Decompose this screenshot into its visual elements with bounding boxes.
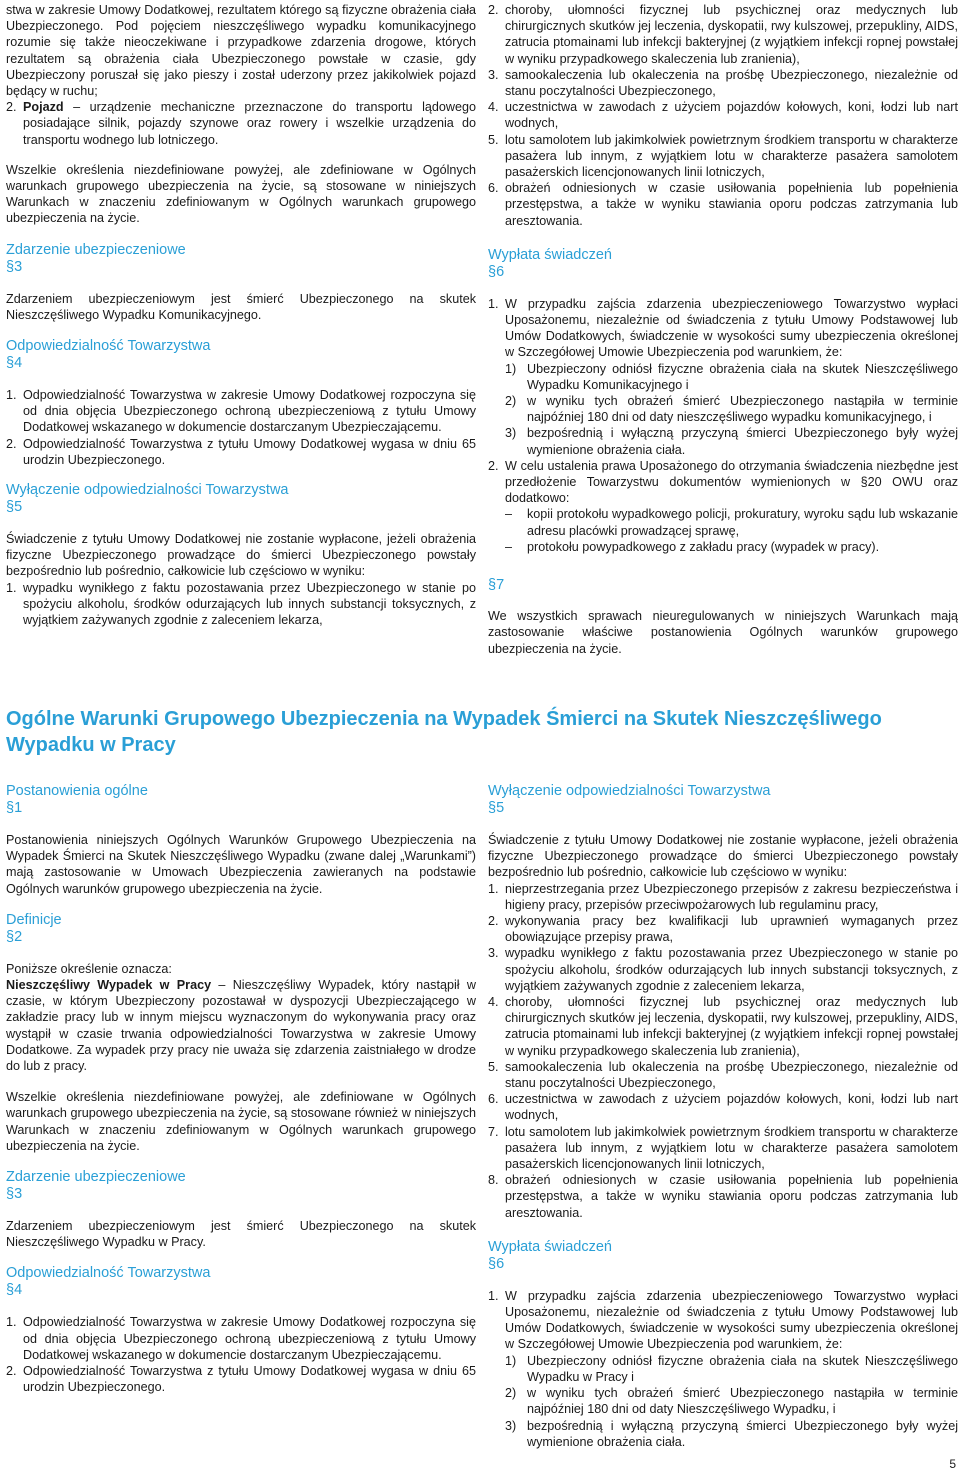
list-item <box>488 1091 958 1123</box>
paragraph: Świadczenie z tytułu Umowy Dodatkowej nie zostanie wypłacone, jeżeli obrażenia fizyczne Ubezpieczonego prowadzące do śmierci Ubezpieczonego powstały bezpośrednio lub pośrednio, całkowicie lub częściowo w wyniku: <box>6 532 476 579</box>
sub-list <box>505 361 958 458</box>
list-item <box>6 1314 476 1363</box>
list-item <box>488 1059 958 1091</box>
section-heading: Zdarzenie ubezpieczeniowe <box>6 241 186 258</box>
section-number: §7 <box>488 577 505 594</box>
list-item-text: lotu samolotem lub jakimkolwiek powietrznym środkiem transportu w charakterze pasażera lub innym, z wyjątkiem lotu w charakterze pasażera samolotem pasażerskich licencjonowanych linii lotniczych, <box>505 1124 958 1172</box>
section-number: §2 <box>6 928 23 945</box>
section-number: §1 <box>6 800 23 816</box>
list-item <box>488 913 958 945</box>
list-marker: 1. <box>6 1315 17 1330</box>
list-item <box>6 1363 476 1395</box>
list-item-text: samookaleczenia lub okaleczenia na prośbę Ubezpieczonego, niezależnie od stanu poczytalności Ubezpieczonego, <box>505 1059 958 1091</box>
list-marker: 6. <box>488 181 499 196</box>
document-title: Ogólne Warunki Grupowego Ubezpieczenia na Wypadek Śmierci na Skutek Nieszczęśliwego Wypadku w Pracy <box>6 708 882 756</box>
list-item-text: obrażeń odniesionych w czasie usiłowania popełnienia lub popełnienia przestępstwa, a także w wyniku stawiania oporu podczas zatrzymania lub aresztowania. <box>505 1173 958 1220</box>
list-marker: – <box>505 539 513 554</box>
list-item-text: choroby, ułomności fizycznej lub psychicznej oraz medycznych lub chirurgicznych skutków jej leczenia, dyskopatii, rwy kulszowej, przepukliny, AIDS, zatrucia ptomainami lub infekcji bakteryjnej (z wyjątkiem infekcji ropnej powstałej w wyniku przypadkowego skaleczenia lub zranienia), <box>505 3 958 66</box>
list-marker: 3. <box>488 946 499 961</box>
list-marker: 1. <box>6 388 17 403</box>
list-marker: 2. <box>488 3 499 17</box>
paragraph-definitions-note: Wszelkie określenia niezdefiniowane powyżej, ale zdefiniowane w Ogólnych warunkach grupowego ubezpieczenia na życie, są stosowane również w niniejszych Warunkach w znaczeniu zdefiniowanym w Ogólnych warunkach grupowego ubezpieczenia na życie. <box>6 1090 476 1153</box>
sub-list-item <box>505 425 958 457</box>
list-marker: 6. <box>488 1092 499 1107</box>
list-item <box>488 1124 958 1173</box>
section-number: §6 <box>488 1255 505 1272</box>
list-item <box>488 180 958 229</box>
list-item-text: choroby, ułomności fizycznej lub psychicznej oraz medycznych lub chirurgicznych skutków jej leczenia, dyskopatii, rwy kulszowej, przepukliny, AIDS, zatrucia ptomainami lub infekcji bakteryjnej (z wyjątkiem infekcji ropnej powstałej w wyniku przypadkowego skaleczenia lub zranienia), <box>505 995 958 1058</box>
section-number: §6 <box>488 263 505 280</box>
definition-list <box>6 99 476 148</box>
section-heading: Postanowienia ogólne <box>6 783 148 799</box>
list-item <box>6 580 476 629</box>
list-marker: 3) <box>505 1418 517 1433</box>
section-heading: Odpowiedzialność Towarzystwa <box>6 1265 211 1282</box>
list-item-text: Ubezpieczony odniósł fizyczne obrażenia ciała na skutek Nieszczęśliwego Wypadku Komunikacyjnego i <box>527 361 958 392</box>
bottom-left-column <box>6 783 476 1409</box>
section-heading: Wypłata świadczeń <box>488 1238 612 1255</box>
top-left-column <box>6 2 476 642</box>
section-heading: Wyłączenie odpowiedzialności Towarzystwa <box>6 482 289 499</box>
paragraph: Poniższe określenie oznacza: <box>6 961 172 976</box>
section-number: §3 <box>6 1186 23 1203</box>
paragraph-definitions-note: Wszelkie określenia niezdefiniowane powyżej, ale zdefiniowane w Ogólnych warunkach grupowego ubezpieczenia na życie, są stosowane w niniejszych Warunkach w znaczeniu zdefiniowanym w Ogólnych warunkach grupowego ubezpieczenia na życie. <box>6 162 476 226</box>
list-item-text: Odpowiedzialność Towarzystwa z tytułu Umowy Dodatkowej wygasa w dniu 65 urodzin Ubezpieczonego. <box>23 436 476 467</box>
section-number: §4 <box>6 1282 23 1299</box>
list-item-text: nieprzestrzegania przez Ubezpieczonego przepisów z zakresu bezpieczeństwa i higieny pracy, przepisów przeciwpożarowych lub regulaminu pracy, <box>505 881 958 912</box>
list-item-text: Ubezpieczony odniósł fizyczne obrażenia ciała na skutek Nieszczęśliwego Wypadku w Pracy i <box>527 1353 958 1384</box>
list-item-text: protokołu powypadkowego z zakładu pracy (wypadek w pracy). <box>527 539 880 554</box>
list-item-text: uczestnictwa w zawodach z użyciem pojazdów kołowych, koni, łodzi lub nart wodnych, <box>505 1092 958 1123</box>
list-marker: 1. <box>488 881 499 896</box>
list-marker: 2) <box>505 394 517 409</box>
list-item-text: bezpośrednią i wyłączną przyczyną śmierci Ubezpieczonego były wyżej wymienione obrażenia ciała. <box>527 426 958 457</box>
sub-list-item <box>505 1385 958 1417</box>
numbered-list <box>488 296 958 555</box>
numbered-list <box>6 580 476 629</box>
defined-term: Nieszczęśliwy Wypadek w Pracy <box>6 978 212 993</box>
list-item-text: obrażeń odniesionych w czasie usiłowania popełnienia lub popełnienia przestępstwa, a także w wyniku stawiania oporu podczas zatrzymania lub aresztowania. <box>505 181 958 228</box>
numbered-list <box>6 387 476 468</box>
definition-paragraph: Nieszczęśliwy Wypadek w Pracy – Nieszczęśliwy Wypadek, który nastąpił w czasie, w którym Ubezpieczony pozostawał w dyspozycji Ubezpieczającego w zakładzie pracy lub w innym miejscu wyznaczonym do wykonywania pracy oraz wystąpił w czasie trwania odpowiedzialności Towarzystwa w zakresie Umowy Dodatkowe. Za wypadek przy pracy nie uważa się zdarzenia zaistniałego w drodze do lub z pracy. <box>6 978 476 1074</box>
list-item: 1. W przypadku zajścia zdarzenia ubezpieczeniowego Towarzystwo wypłaci Uposażonemu, niezależnie od świadczenia z tytułu Umowy Podstawowej lub Umów Dodatkowych, świadczenie w wysokości sumy ubezpieczenia określonej w Szczegółowej Umowie Ubezpieczenia pod warunkiem, że: 1) Ubezpieczony odniósł fizyczne obrażenia ciała na skutek Nieszczęśliwego Wypadku Komunikacyjnego i 2) w wyniku tych obrażeń śmierć Ubezpieczonego nastąpiła w terminie najpóźniej 180 dni od daty nieszczęśliwego wypadku komunikacyjnego, i 3) bezpośrednią i wyłączną przyczyną śmierci Ubezpieczonego były wyżej wymienione obrażenia ciała. <box>488 296 958 457</box>
list-item <box>488 881 958 913</box>
list-item-text: wypadku wynikłego z faktu pozostawania przez Ubezpieczonego w stanie po spożyciu alkoholu, środków odurzających lub innych substancji toksycznych, z wyjątkiem zażywanych zgodnie z zaleceniem lekarza, <box>505 946 958 993</box>
paragraph: Świadczenie z tytułu Umowy Dodatkowej nie zostanie wypłacone, jeżeli obrażenia fizyczne Ubezpieczonego prowadzące do śmierci Ubezpieczonego powstały bezpośrednio lub pośrednio, całkowicie lub częściowo w wyniku: <box>488 833 958 880</box>
list-item <box>488 99 958 131</box>
list-item <box>6 436 476 468</box>
paragraph: Zdarzeniem ubezpieczeniowym jest śmierć Ubezpieczonego na skutek Nieszczęśliwego Wypadku w Pracy. <box>6 1219 476 1250</box>
list-marker: 1) <box>505 361 517 376</box>
section-heading: Zdarzenie ubezpieczeniowe <box>6 1169 186 1186</box>
section-number: §3 <box>6 258 23 275</box>
section-number: §5 <box>488 800 505 816</box>
list-marker: 1) <box>505 1353 517 1368</box>
list-item-text: lotu samolotem lub jakimkolwiek powietrznym środkiem transportu w charakterze pasażera lub innym, z wyjątkiem lotu w charakterze pasażera samolotem pasażerskich licencjonowanych linii lotniczych, <box>505 132 958 180</box>
list-item <box>488 1172 958 1221</box>
numbered-list <box>488 1288 958 1450</box>
list-item-text: w wyniku tych obrażeń śmierć Ubezpieczonego nastąpiła w terminie najpóźniej 180 dni od daty nieszczęśliwego wypadku komunikacyjnego, i <box>527 394 958 425</box>
list-marker: 5. <box>488 1059 499 1074</box>
numbered-list <box>488 2 958 229</box>
dash-list <box>505 506 958 555</box>
list-item <box>488 2 958 67</box>
numbered-list <box>488 881 958 1221</box>
list-marker: 2) <box>505 1386 517 1401</box>
bottom-right-column <box>488 783 958 1464</box>
section-heading: Definicje <box>6 911 62 928</box>
list-item-text: Odpowiedzialność Towarzystwa w zakresie Umowy Dodatkowej rozpoczyna się od dnia objęcia Ubezpieczonego ochroną ubezpieczeniową z tytułu Umowy Dodatkowej wskazanego w dokumencie dostarczanym Ubezpieczającemu. <box>23 388 476 435</box>
list-marker: 3. <box>488 67 499 82</box>
section-number: §4 <box>6 355 23 372</box>
page-number: 5 <box>949 1457 956 1471</box>
list-marker: 4. <box>488 995 499 1010</box>
list-marker: – <box>505 507 513 522</box>
section-number: §5 <box>6 499 23 516</box>
top-right-column <box>488 2 958 672</box>
list-item <box>6 387 476 436</box>
list-item: 2. Pojazd – urządzenie mechaniczne przeznaczone do transportu lądowego posiadające silnik, pojazdy szynowe oraz rowery i wszelkie urządzenia do transportu wodnego lub lotniczego. <box>6 100 476 147</box>
list-marker: 2. <box>6 1364 17 1379</box>
list-item-text: Odpowiedzialność Towarzystwa z tytułu Umowy Dodatkowej wygasa w dniu 65 urodzin Ubezpieczonego. <box>23 1364 476 1395</box>
list-item: 2. W celu ustalenia prawa Uposażonego do otrzymania świadczenia niezbędne jest przedłożenie Towarzystwu dokumentów wymienionych w §20 OWU oraz dodatkowo: – kopii protokołu wypadkowego policji, prokuratury, wyroku sądu lub wskazanie adresu placówki prowadzącej sprawę, – protokołu powypadkowego z zakładu pracy (wypadek w pracy). <box>488 458 958 554</box>
sub-list-item <box>505 1353 958 1385</box>
numbered-list <box>6 1314 476 1395</box>
list-item-text: Odpowiedzialność Towarzystwa w zakresie Umowy Dodatkowej rozpoczyna się od dnia objęcia Ubezpieczonego ochroną ubezpieczeniową z tytułu Umowy Dodatkowej wskazanego w dokumencie dostarczanym Ubezpieczającemu. <box>23 1315 476 1362</box>
sub-list <box>505 1353 958 1450</box>
section-heading: Odpowiedzialność Towarzystwa <box>6 338 211 355</box>
list-item <box>488 994 958 1059</box>
list-item-text: wypadku wynikłego z faktu pozostawania przez Ubezpieczonego w stanie po spożyciu alkoholu, środków odurzających lub innych substancji toksycznych, z wyjątkiem zażywanych zgodnie z zaleceniem lekarza, <box>23 580 476 628</box>
sub-list-item <box>505 393 958 425</box>
list-marker: 4. <box>488 100 499 115</box>
paragraph: Postanowienia niniejszych Ogólnych Warunków Grupowego Ubezpieczenia na Wypadek Śmierci na Skutek Nieszczęśliwego Wypadku (zwane dalej „Warunkami”) mają zastosowanie w Umowach Ubezpieczenia zawieranych na podstawie Ogólnych warunków grupowego ubezpieczenia na życie. <box>6 833 476 896</box>
list-item <box>488 67 958 99</box>
paragraph: We wszystkich sprawach nieuregulowanych w niniejszych Warunkach mają zastosowanie właściwe postanowienia Ogólnych warunków grupowego ubezpieczenia na życie. <box>488 609 958 656</box>
section-heading: Wypłata świadczeń <box>488 246 612 263</box>
list-item-text: samookaleczenia lub okaleczenia na prośbę Ubezpieczonego, niezależnie od stanu poczytalności Ubezpieczonego, <box>505 67 958 99</box>
list-marker: 2. <box>6 436 17 451</box>
section-heading: Wyłączenie odpowiedzialności Towarzystwa <box>488 783 771 799</box>
list-item-text: uczestnictwa w zawodach z użyciem pojazdów kołowych, koni, łodzi lub nart wodnych, <box>505 100 958 131</box>
list-item-text: wykonywania pracy bez kwalifikacji lub uprawnień wymaganych przez obowiązujące przepisy prawa, <box>505 914 958 945</box>
list-item-text: bezpośrednią i wyłączną przyczyną śmierci Ubezpieczonego były wyżej wymienione obrażenia ciała. <box>527 1418 958 1449</box>
dash-list-item <box>505 506 958 538</box>
list-item: 1. W przypadku zajścia zdarzenia ubezpieczeniowego Towarzystwo wypłaci Uposażonemu, niezależnie od świadczenia z tytułu Umowy Podstawowej lub Umów Dodatkowych, świadczenie w wysokości sumy ubezpieczenia określonej w Szczegółowej Umowie Ubezpieczenia pod warunkiem, że: 1) Ubezpieczony odniósł fizyczne obrażenia ciała na skutek Nieszczęśliwego Wypadku w Pracy i 2) w wyniku tych obrażeń śmierć Ubezpieczonego nastąpiła w terminie najpóźniej 180 dni od daty Nieszczęśliwego Wypadku, i 3) bezpośrednią i wyłączną przyczyną śmierci Ubezpieczonego były wyżej wymienione obrażenia ciała. <box>488 1288 958 1449</box>
defined-term: Pojazd <box>23 100 64 115</box>
dash-list-item <box>505 539 958 555</box>
sub-list-item <box>505 1418 958 1450</box>
sub-list-item <box>505 361 958 393</box>
list-marker: 3) <box>505 426 517 441</box>
list-marker: 1. <box>6 580 17 595</box>
list-marker: 8. <box>488 1173 499 1188</box>
list-item <box>488 132 958 181</box>
list-marker: 5. <box>488 132 499 147</box>
paragraph-definition-continuation: stwa w zakresie Umowy Dodatkowej, rezultatem którego są fizyczne obrażenia ciała Ubezpieczonego. Pod pojęciem nieszczęśliwego wypadku komunikacyjnego rozumie się także nieoczekiwane i przypadkowe zdarzenia drogowe, których rezultatem są obrażenia ciała Ubezpieczonego powstałe w czasie, gdy Ubezpieczony poruszał się jako pieszy i został uderzony przez jakikolwiek pojazd będący w ruchu; <box>6 3 476 99</box>
list-item <box>488 945 958 994</box>
paragraph: Zdarzeniem ubezpieczeniowym jest śmierć Ubezpieczonego na skutek Nieszczęśliwego Wypadku Komunikacyjnego. <box>6 291 476 322</box>
list-item-text: kopii protokołu wypadkowego policji, prokuratury, wyroku sądu lub wskazanie adresu placówki prowadzącej sprawę, <box>527 507 958 538</box>
list-marker: 7. <box>488 1124 499 1139</box>
list-item-text: w wyniku tych obrażeń śmierć Ubezpieczonego nastąpiła w terminie najpóźniej 180 dni od daty Nieszczęśliwego Wypadku, i <box>527 1386 958 1417</box>
list-marker: 2. <box>488 914 499 929</box>
